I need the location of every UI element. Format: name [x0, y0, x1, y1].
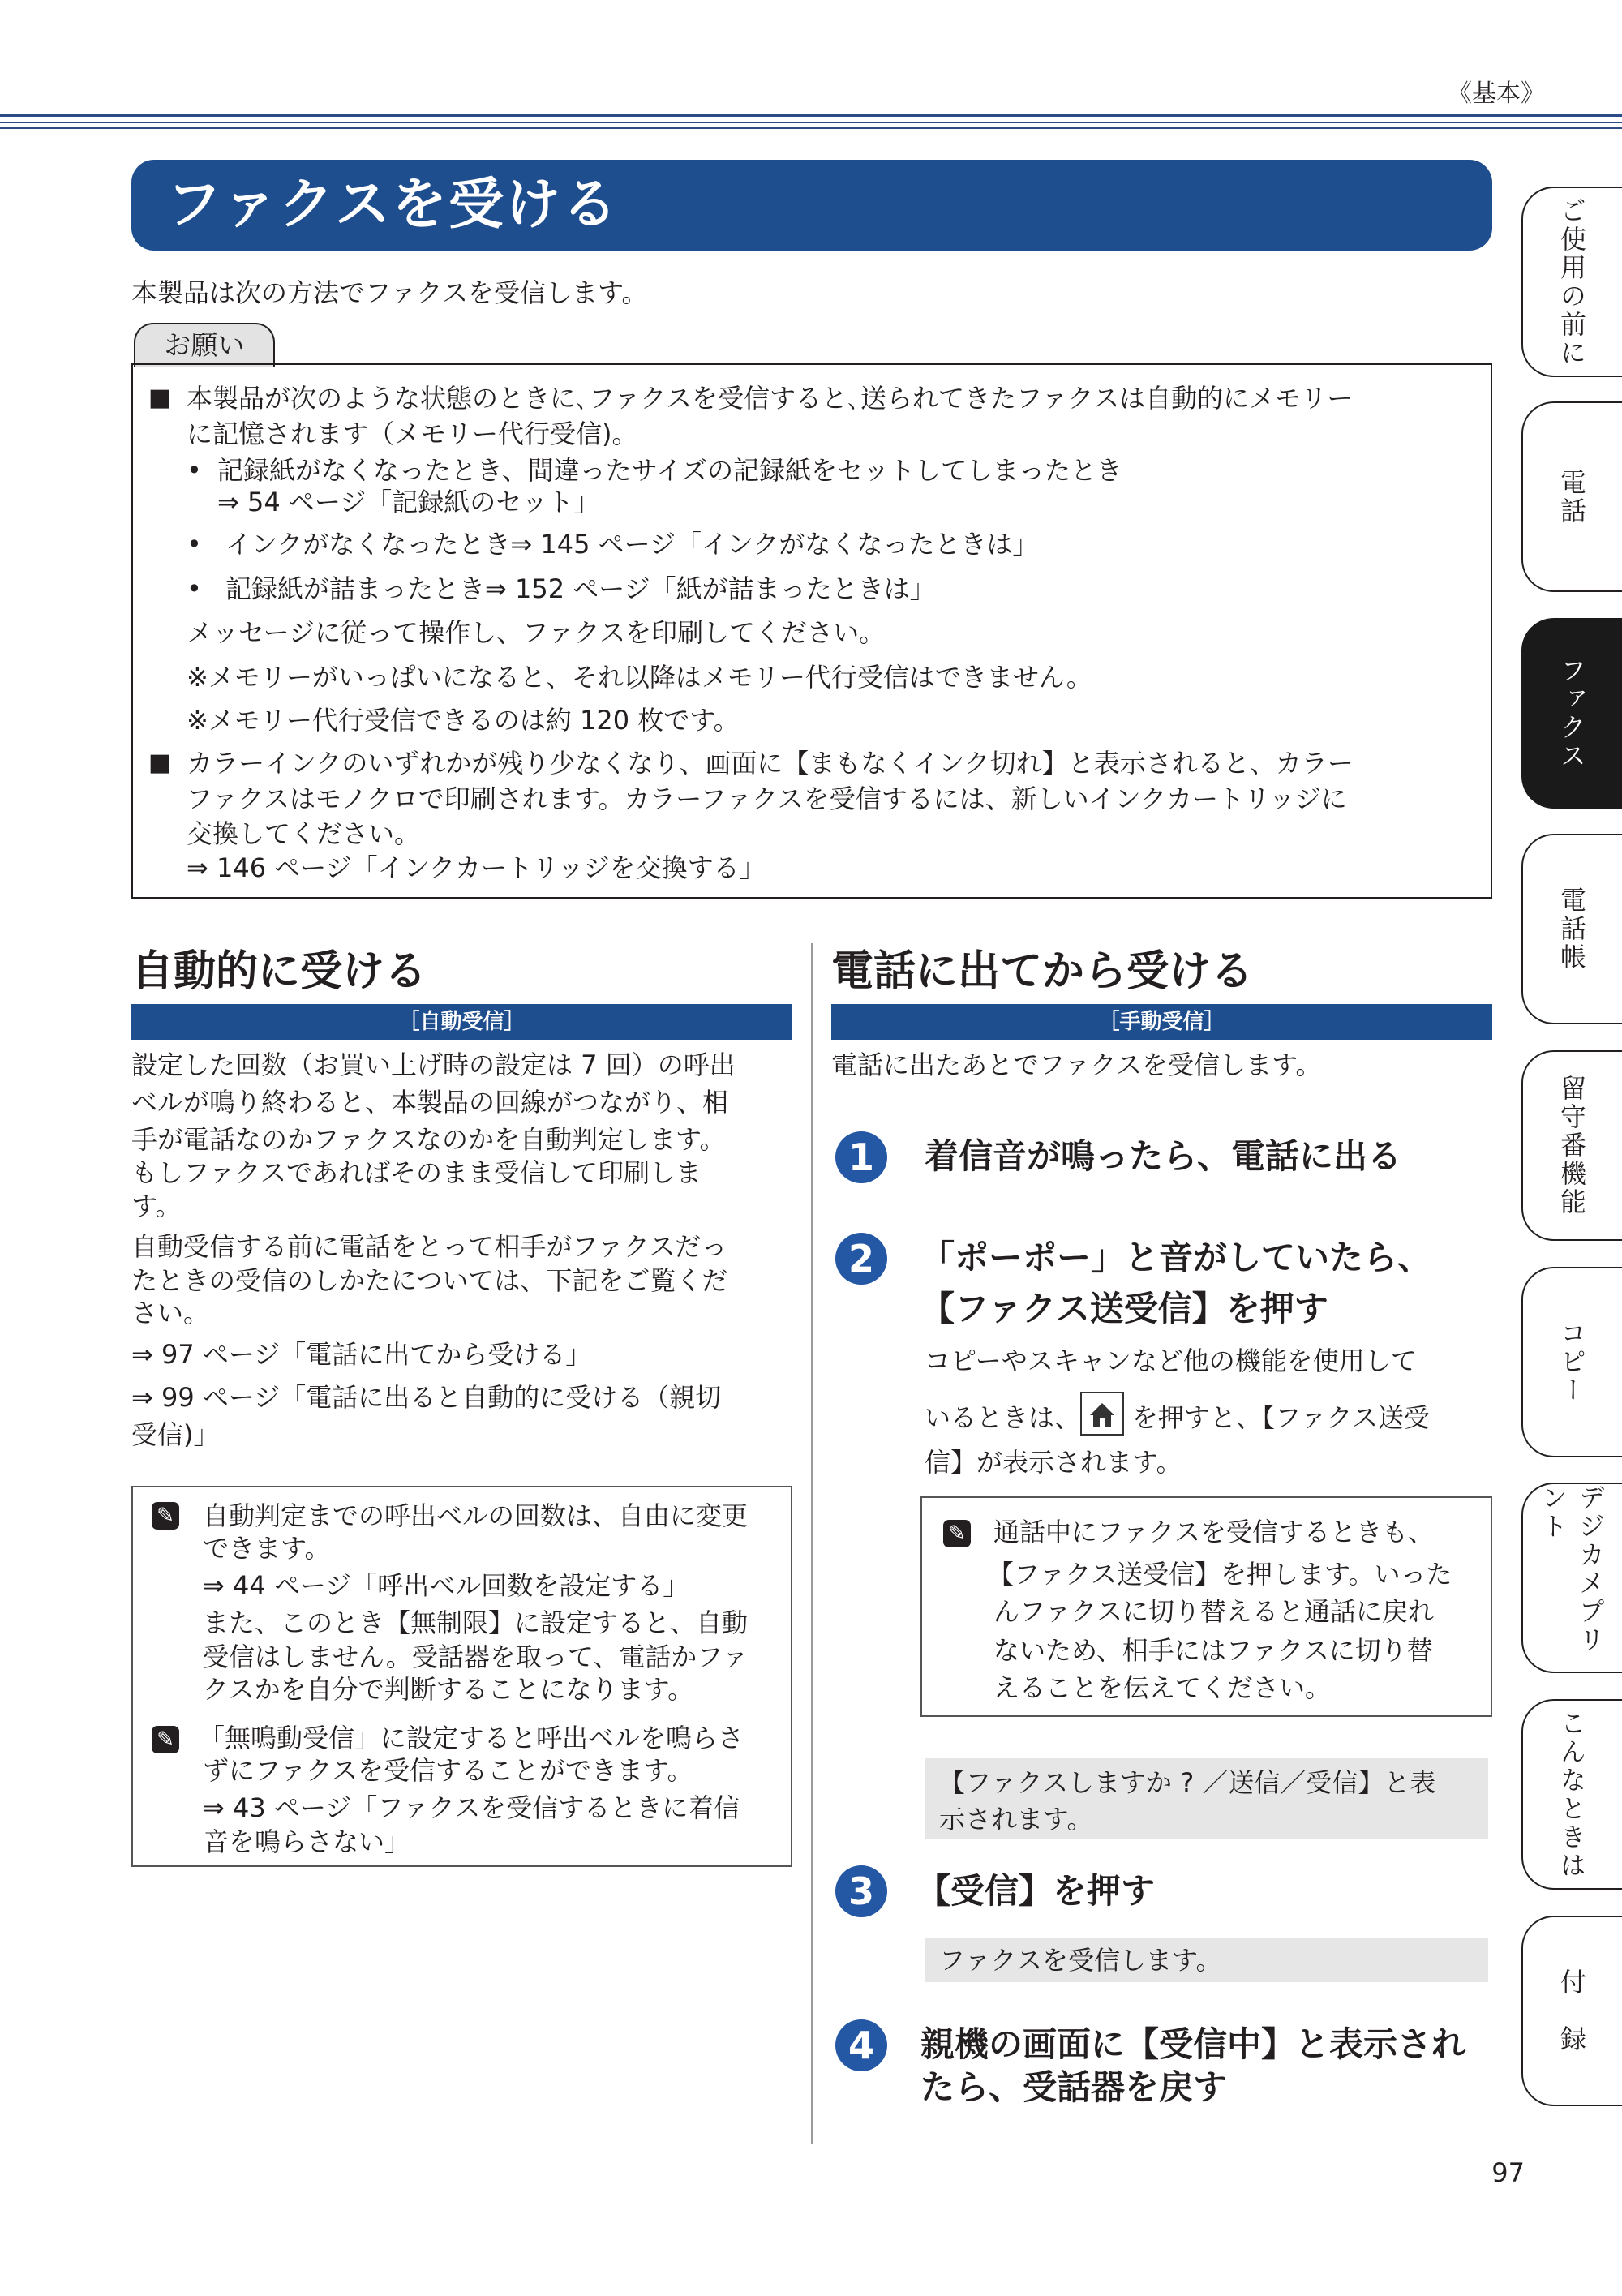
side-tab-fax[interactable] [1521, 618, 1622, 809]
caution-text: 交換してください。 [187, 818, 421, 849]
auto-text: さい。 [131, 1298, 210, 1328]
caution-text: カラーインクのいずれかが残り少なくなり、画面に【まもなくインク切れ】と表示されると、カラー [187, 748, 1354, 779]
memo-icon: ✎ [943, 1520, 971, 1547]
auto-ref: ⇒ 99 ページ「電話に出ると自動的に受ける（親切 [131, 1382, 722, 1413]
home-icon [1080, 1392, 1124, 1436]
step-title-4: たら、受話器を戻す [920, 2067, 1228, 2107]
header-rule-thin [0, 122, 1622, 123]
memo-text: できます。 [203, 1533, 331, 1564]
section-title-manual: 電話に出てから受ける [831, 947, 1254, 996]
memo-text: 受信はしません。受話器を取って、電話かファ [203, 1642, 749, 1672]
memo-text: ⇒ 43 ページ「ファクスを受信するときに着信 [203, 1792, 740, 1823]
auto-text: たときの受信のしかたについては、下記をご覧くだ [131, 1265, 728, 1296]
section-bar-manual: ［手動受信］ [831, 1004, 1492, 1040]
caution-text: に記憶されます（メモリー代行受信)。 [187, 418, 638, 449]
header-rule [0, 114, 1622, 117]
step-number-1: 1 [835, 1131, 887, 1183]
bullet-dot: • [187, 529, 202, 560]
step-number-3: 3 [835, 1865, 887, 1917]
side-tab-label: こんなときは [1556, 1709, 1587, 1880]
page-title: ファクスを受ける [166, 173, 619, 237]
result-text: 【ファクスしますか ? ／送信／受信】と表 [939, 1767, 1436, 1798]
step-desc: 信】が表示されます。 [925, 1447, 1182, 1478]
step-title-4: 親機の画面に【受信中】と表示され [920, 2024, 1466, 2064]
side-tab-label: 付 録 [1556, 1968, 1587, 2054]
header-rule-thin [0, 127, 1622, 129]
bullet-square: ■ [148, 749, 172, 777]
auto-text: 設定した回数（お買い上げ時の設定は 7 回）の呼出 [131, 1049, 736, 1080]
section-bar-auto: ［自動受信］ [131, 1004, 792, 1040]
side-tab-label: 電話 [1556, 468, 1587, 526]
result-text: ファクスを受信します。 [939, 1945, 1222, 1976]
side-tab-label: 留守番機能 [1556, 1075, 1587, 1217]
memo-text: 【ファクス送受信】を押します。いった [988, 1559, 1453, 1590]
manual-intro: 電話に出たあとでファクスを受信します。 [831, 1049, 1322, 1080]
caution-tab: お願い [134, 323, 275, 367]
bullet-dot: • [187, 573, 202, 604]
caution-text: 本製品が次のような状態のときに､ファクスを受信すると､送られてきたファクスは自動的にメモリー [187, 383, 1354, 414]
step-number-2: 2 [835, 1233, 887, 1285]
memo-text: 「無鳴動受信」に設定すると呼出ベルを鳴らさ [199, 1723, 744, 1753]
step-title-2: 「ポーポー」と音がしていたら、 [920, 1238, 1432, 1277]
bullet-square: ■ [148, 384, 172, 412]
caution-text: 記録紙が詰まったとき⇒ 152 ページ「紙が詰まったときは」 [225, 573, 936, 604]
caution-text: ファクスはモノクロで印刷されます。カラーファクスを受信するには、新しいインクカートリッジに [187, 783, 1347, 814]
side-tab-label: ファクス [1556, 656, 1587, 770]
side-tab-appendix[interactable] [1521, 1916, 1622, 2106]
caution-text: ⇒ 146 ページ「インクカートリッジを交換する」 [187, 852, 766, 883]
page-number: 97 [1491, 2157, 1525, 2188]
memo-text: 自動判定までの呼出ベルの回数は、自由に変更 [203, 1500, 749, 1531]
result-text: 示されます。 [939, 1804, 1093, 1835]
memo-text: ないため、相手にはファクスに切り替 [993, 1635, 1433, 1666]
side-tab-label: 電話帳 [1556, 886, 1587, 972]
auto-ref: 受信)」 [131, 1419, 220, 1450]
auto-ref: ⇒ 97 ページ「電話に出てから受ける」 [131, 1339, 592, 1370]
section-title-auto: 自動的に受ける [131, 947, 427, 996]
side-tab-answering[interactable] [1521, 1050, 1622, 1241]
step-desc: いるときは、 [925, 1402, 1081, 1433]
column-divider [811, 943, 813, 2144]
memo-text: 通話中にファクスを受信するときも、 [993, 1517, 1435, 1547]
auto-text: 自動受信する前に電話をとって相手がファクスだっ [131, 1231, 727, 1262]
side-tab-before-use[interactable] [1521, 187, 1622, 377]
caution-text: ※メモリー代行受信できるのは約 120 枚です。 [187, 705, 740, 736]
memo-icon: ✎ [152, 1502, 179, 1530]
bullet-dot: • [187, 455, 202, 486]
side-tab-label: デジカメプリント [1538, 1484, 1606, 1654]
memo-icon: ✎ [152, 1726, 179, 1753]
caution-text: ⇒ 54 ページ「記録紙のセット」 [217, 487, 600, 517]
auto-text: もしファクスであればそのまま受信して印刷しま [131, 1157, 702, 1188]
memo-text: えることを伝えてください。 [993, 1672, 1332, 1703]
side-tab-photo-print[interactable] [1521, 1483, 1622, 1673]
step-title-1: 着信音が鳴ったら、電話に出る [925, 1136, 1402, 1176]
section-label: 《基本》 [1448, 79, 1545, 108]
step-title-2: 【ファクス送受信】を押す [920, 1289, 1328, 1328]
step-title-3: 【受信】を押す [916, 1871, 1156, 1911]
memo-text: ずにファクスを受信することができます。 [203, 1755, 693, 1786]
auto-text: ベルが鳴り終わると、本製品の回線がつながり、相 [131, 1087, 729, 1118]
step-desc: を押すと、【ファクス送受 [1132, 1402, 1431, 1433]
side-tab-copy[interactable] [1521, 1267, 1622, 1457]
caution-text: メッセージに従って操作し、ファクスを印刷してください。 [187, 617, 886, 648]
memo-text: クスかを自分で判断することになります。 [203, 1674, 694, 1705]
step-number-4: 4 [835, 2019, 887, 2071]
memo-text: んファクスに切り替えると通話に戻れ [993, 1596, 1435, 1627]
step-desc: コピーやスキャンなど他の機能を使用して [925, 1345, 1417, 1376]
memo-text: また、このとき【無制限】に設定すると、自動 [203, 1607, 749, 1638]
caution-text: インクがなくなったとき⇒ 145 ページ「インクがなくなったときは」 [225, 529, 1039, 560]
side-tab-label: コピー [1556, 1320, 1587, 1405]
side-tab-label: ご使用の前に [1556, 196, 1587, 367]
caution-text: 記録紙がなくなったとき、間違ったサイズの記録紙をセットしてしまったとき [217, 455, 1123, 486]
side-tab-phone[interactable] [1521, 401, 1622, 592]
auto-text: 手が電話なのかファクスなのかを自動判定します。 [131, 1124, 726, 1155]
side-tab-phonebook[interactable] [1521, 834, 1622, 1024]
caution-text: ※メモリーがいっぱいになると、それ以降はメモリー代行受信はできません。 [187, 662, 1092, 693]
memo-text: ⇒ 44 ページ「呼出ベル回数を設定する」 [203, 1570, 689, 1601]
intro-text: 本製品は次の方法でファクスを受信します。 [131, 277, 648, 308]
memo-text: 音を鳴らさない」 [203, 1826, 411, 1857]
auto-text: す。 [131, 1191, 182, 1221]
side-tab-troubleshooting[interactable] [1521, 1699, 1622, 1890]
